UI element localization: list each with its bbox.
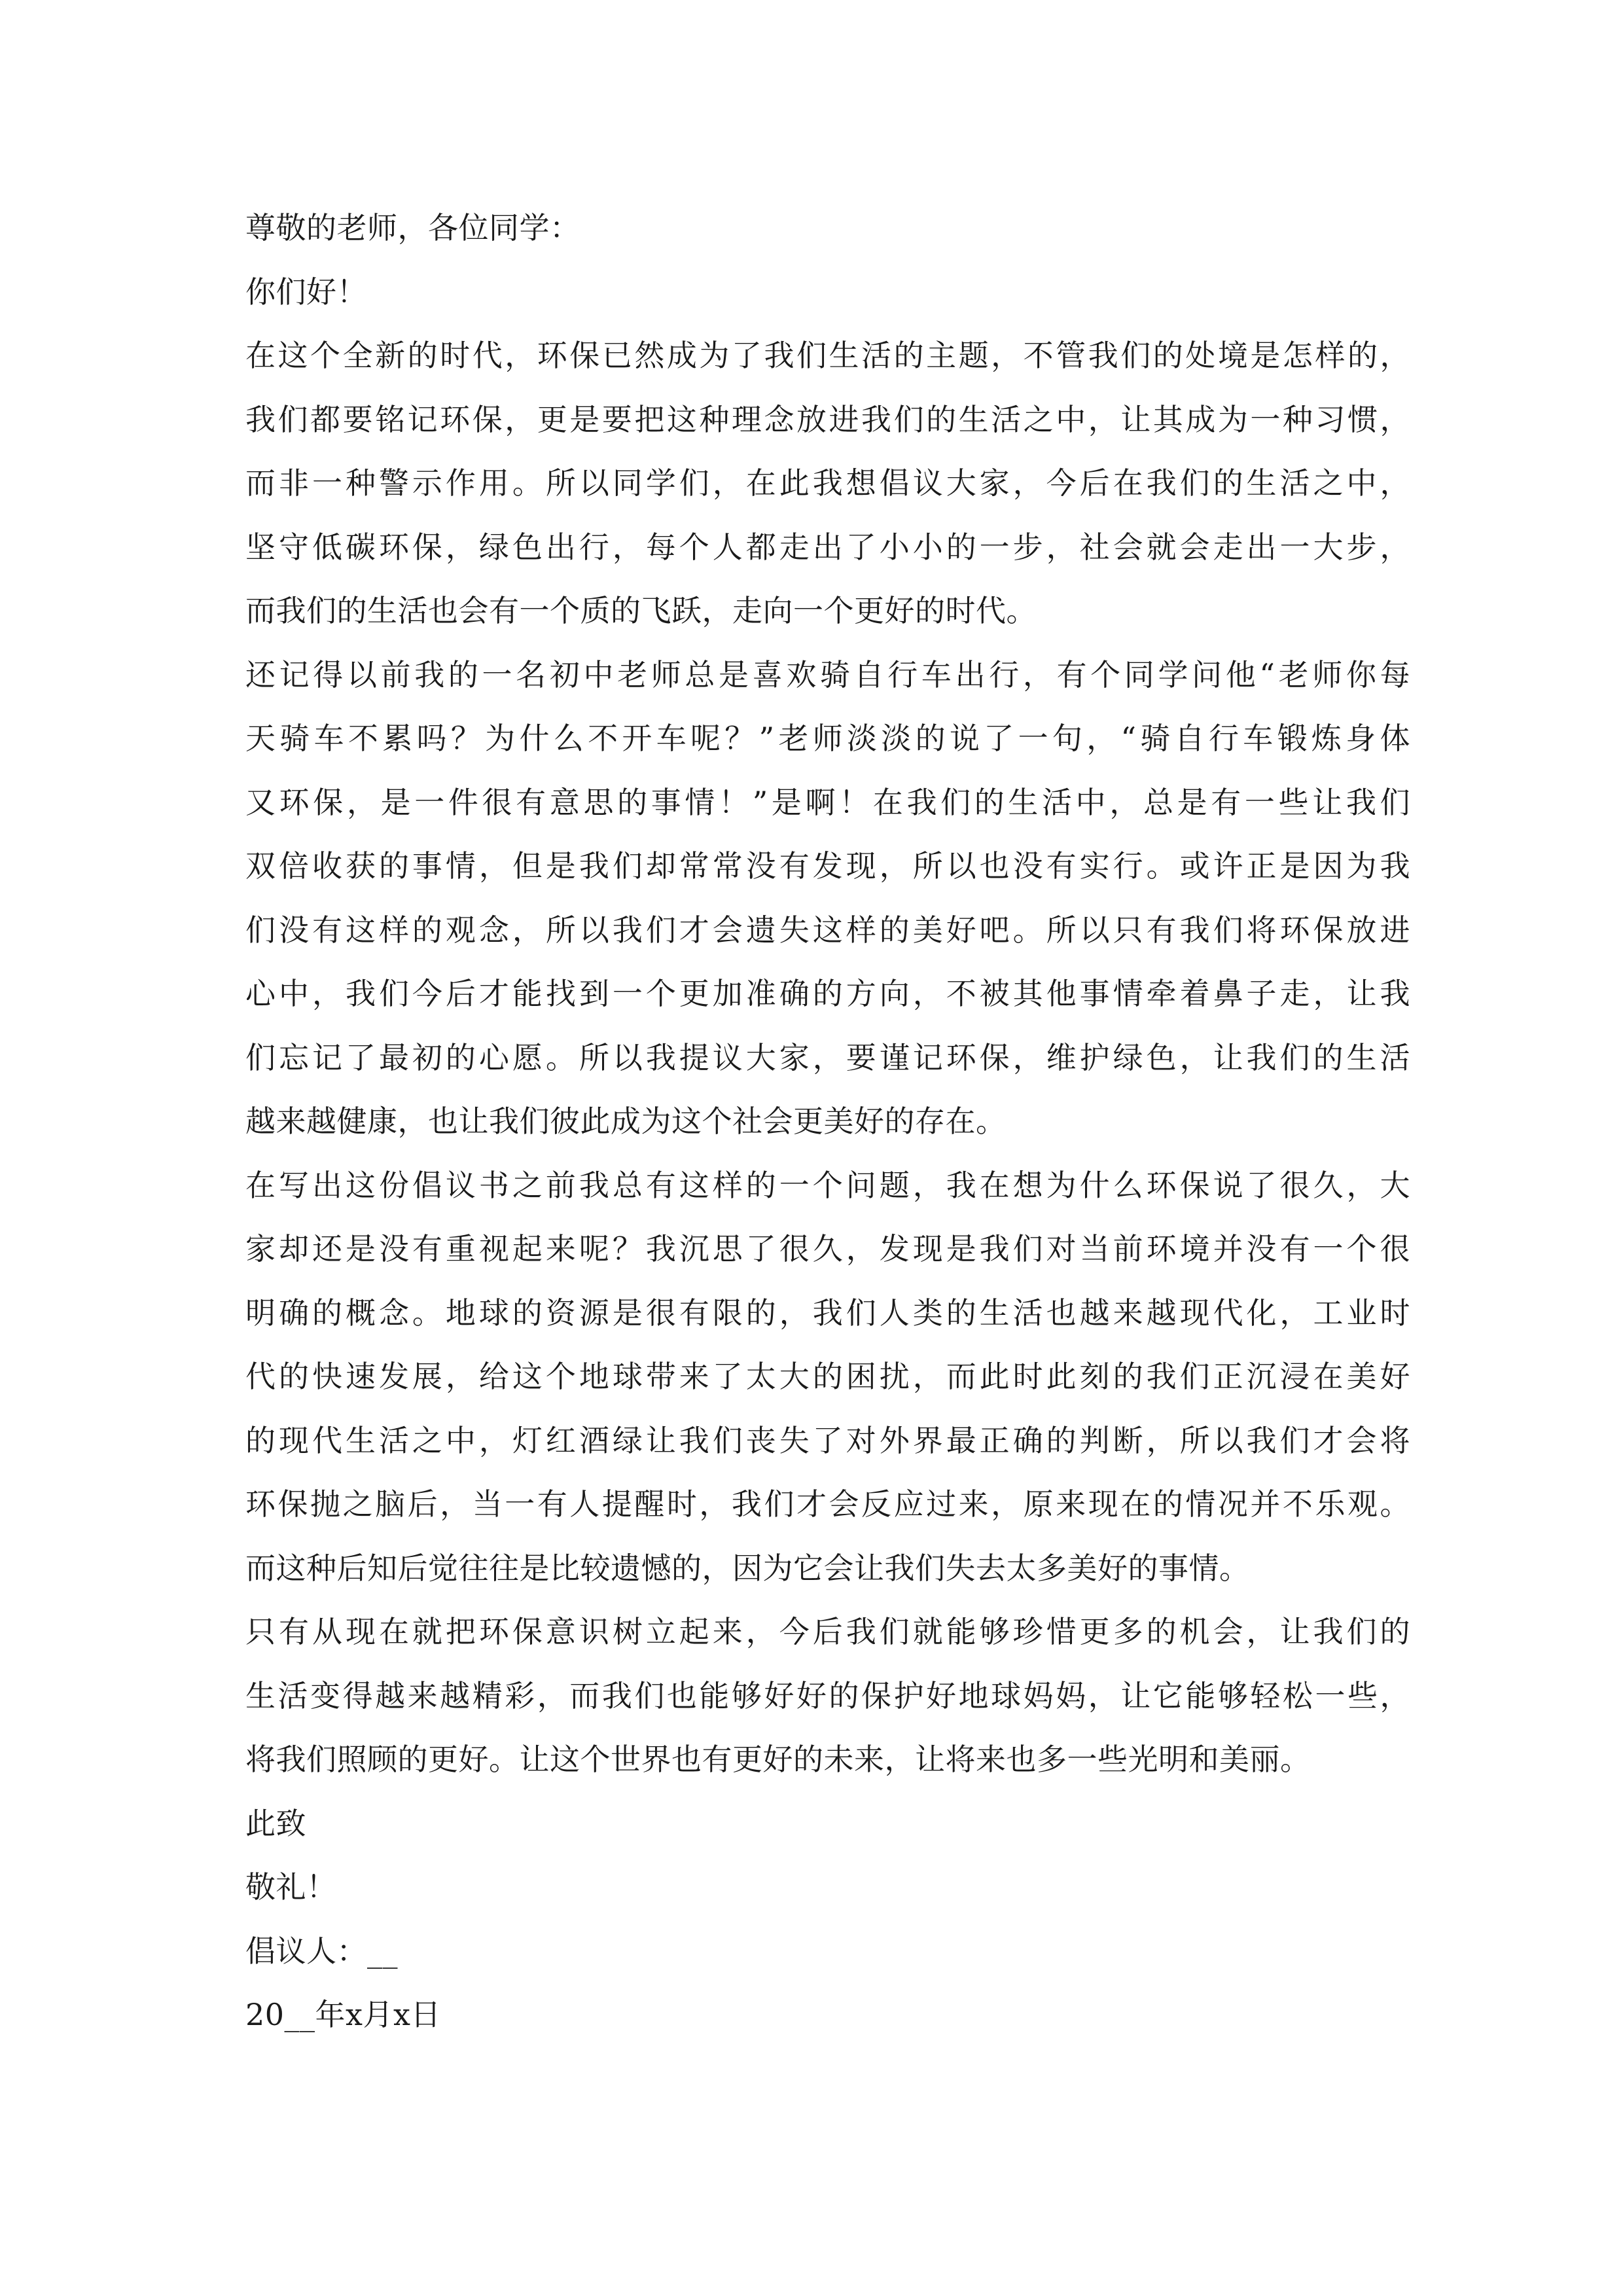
paragraph-3 (245, 1154, 1410, 1601)
greeting: 尊敬的老师，各位同学： (245, 210, 580, 245)
paragraph-line: 而这种后知后觉往往是比较遗憾的，因为它会让我们失去太多美好的事情。 (245, 1550, 1250, 1586)
paragraph-line: 们忘记了最初的心愿。所以我提议大家，要谨记环保，维护绿色，让我们的生活 (245, 1039, 1410, 1075)
paragraph-line: 代的快速发展，给这个地球带来了太大的困扰，而此时此刻的我们正沉浸在美好 (245, 1359, 1410, 1394)
paragraph-line: 又环保，是一件很有意思的事情！”是啊！在我们的生活中，总是有一些让我们 (245, 784, 1410, 820)
closing-1: 此致 (245, 1805, 306, 1841)
paragraph-line: 还记得以前我的一名初中老师总是喜欢骑自行车出行，有个同学问他“老师你每 (245, 656, 1410, 692)
paragraph-line: 而非一种警示作用。所以同学们，在此我想倡议大家，今后在我们的生活之中， (245, 465, 1410, 501)
paragraph-line: 而我们的生活也会有一个质的飞跃，走向一个更好的时代。 (245, 593, 1037, 628)
paragraph-line: 家却还是没有重视起来呢？我沉思了很久，发现是我们对当前环境并没有一个很 (245, 1231, 1410, 1266)
date: 20__年x月x日 (245, 1997, 441, 2032)
closing-2: 敬礼！ (245, 1869, 337, 1905)
paragraph-line: 天骑车不累吗？为什么不开车呢？”老师淡淡的说了一句，“骑自行车锻炼身体 (245, 721, 1410, 756)
paragraph-line: 只有从现在就把环保意识树立起来，今后我们就能够珍惜更多的机会，让我们的 (245, 1614, 1410, 1649)
paragraph-line: 环保抛之脑后，当一有人提醒时，我们才会反应过来，原来现在的情况并不乐观。 (245, 1486, 1410, 1522)
letter-body (245, 196, 1410, 2047)
paragraph-line: 们没有这样的观念，所以我们才会遗失这样的美好吧。所以只有我们将环保放进 (245, 912, 1410, 948)
salutation: 你们好！ (245, 274, 367, 310)
paragraph-line: 在这个全新的时代，环保已然成为了我们生活的主题，不管我们的处境是怎样的， (245, 338, 1410, 373)
paragraph-2 (245, 643, 1410, 1154)
paragraph-4 (245, 1600, 1410, 1792)
paragraph-line: 我们都要铭记环保，更是要把这种理念放进我们的生活之中，让其成为一种习惯， (245, 401, 1410, 437)
paragraph-line: 坚守低碳环保，绿色出行，每个人都走出了小小的一步，社会就会走出一大步， (245, 529, 1410, 565)
paragraph-line: 心中，我们今后才能找到一个更加准确的方向，不被其他事情牵着鼻子走，让我 (245, 976, 1410, 1011)
paragraph-line: 双倍收获的事情，但是我们却常常没有发现，所以也没有实行。或许正是因为我 (245, 848, 1410, 884)
paragraph-line: 将我们照顾的更好。让这个世界也有更好的未来，让将来也多一些光明和美丽。 (245, 1742, 1311, 1777)
paragraph-1 (245, 324, 1410, 643)
paragraph-line: 明确的概念。地球的资源是很有限的，我们人类的生活也越来越现代化，工业时 (245, 1295, 1410, 1331)
paragraph-line: 生活变得越来越精彩，而我们也能够好好的保护好地球妈妈，让它能够轻松一些， (245, 1677, 1410, 1713)
paragraph-line: 在写出这份倡议书之前我总有这样的一个问题，我在想为什么环保说了很久，大 (245, 1167, 1410, 1203)
paragraph-line: 的现代生活之中，灯红酒绿让我们丧失了对外界最正确的判断，所以我们才会将 (245, 1422, 1410, 1458)
signer: 倡议人：__ (245, 1933, 398, 1969)
paragraph-line: 越来越健康，也让我们彼此成为这个社会更美好的存在。 (245, 1103, 1007, 1139)
